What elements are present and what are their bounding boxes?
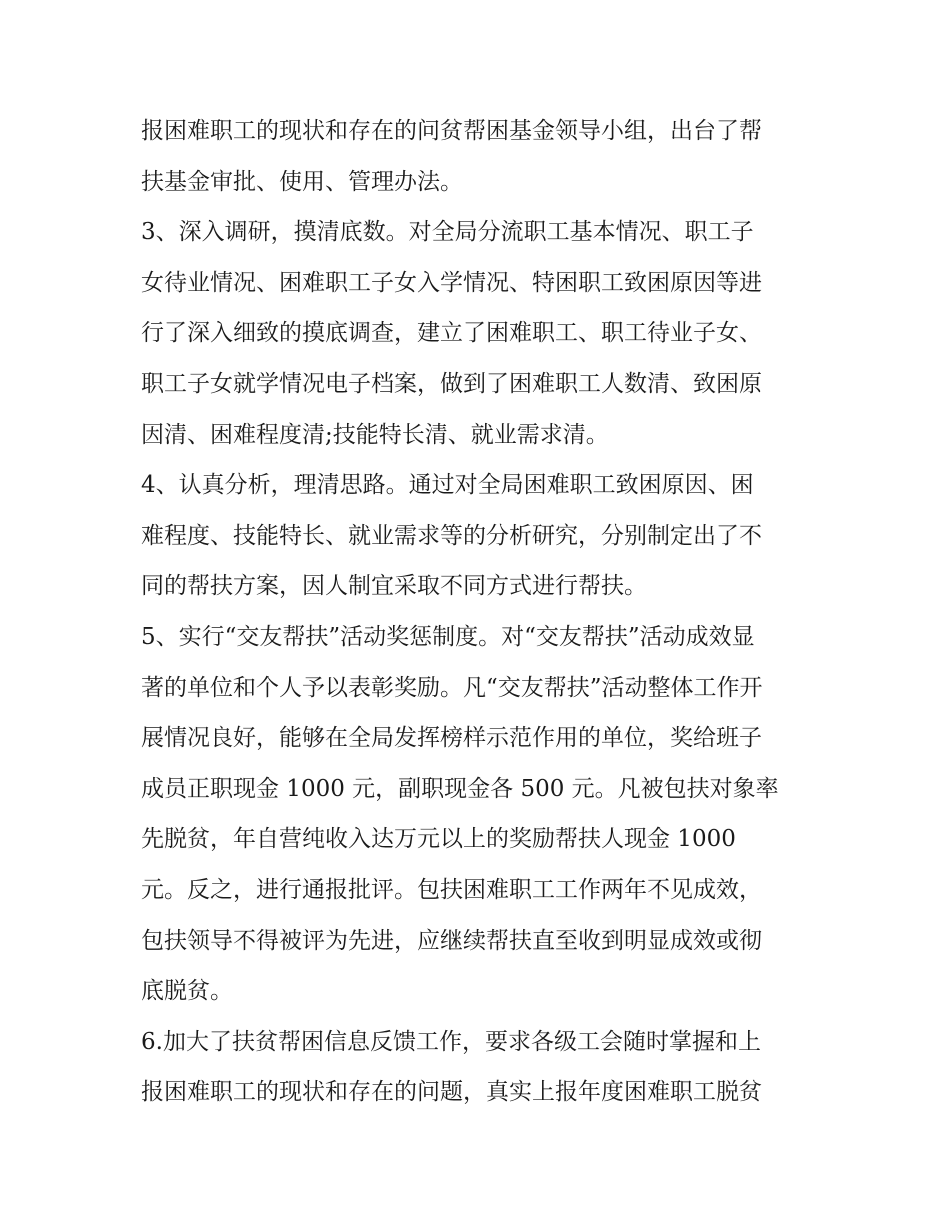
text-line: 报困难职工的现状和存在的问贫帮困基金领导小组，出台了帮 xyxy=(141,118,762,144)
text-line: 先脱贫，年自营纯收入达万元以上的奖励帮扶人现金 1000 xyxy=(141,826,736,853)
text-line: 元。反之，进行通报批评。包扶困难职工工作两年不见成效， xyxy=(141,876,762,903)
text-line: 职工子女就学情况电子档案，做到了困难职工人数清、致困原 xyxy=(141,370,762,397)
text-line: 因清、困难程度清;技能特长清、就业需求清。 xyxy=(141,421,609,448)
text-line: 著的单位和个人予以表彰奖励。凡“交友帮扶”活动整体工作开 xyxy=(141,674,763,701)
text-line: 展情况良好，能够在全局发挥榜样示范作用的单位，奖给班子 xyxy=(141,725,762,752)
text-line: 成员正职现金 1000 元，副职现金各 500 元。凡被包扶对象率 xyxy=(141,775,779,802)
text-line: 行了深入细致的摸底调查，建立了困难职工、职工待业子女、 xyxy=(141,320,762,347)
text-line: 同的帮扶方案，因人制宜采取不同方式进行帮扶。 xyxy=(141,573,647,600)
text-line: 女待业情况、困难职工子女入学情况、特困职工致困原因等进 xyxy=(141,269,762,296)
document-body xyxy=(141,106,813,1118)
text-line: 6.加大了扶贫帮困信息反馈工作，要求各级工会随时掌握和上 xyxy=(141,1028,761,1055)
text-line: 5、实行“交友帮扶”活动奖惩制度。对“交友帮扶”活动成效显 xyxy=(141,623,755,650)
text-line: 底脱贫。 xyxy=(141,978,233,1005)
text-line: 4、认真分析，理清思路。通过对全局困难职工致困原因、困 xyxy=(141,472,754,499)
text-line: 扶基金审批、使用、管理办法。 xyxy=(141,168,463,195)
text-line: 难程度、技能特长、就业需求等的分析研究，分别制定出了不 xyxy=(141,522,762,549)
text-line: 包扶领导不得被评为先进，应继续帮扶直至收到明显成效或彻 xyxy=(141,927,762,954)
text-line: 报困难职工的现状和存在的问题，真实上报年度困难职工脱贫 xyxy=(141,1079,762,1106)
text-line: 3、深入调研，摸清底数。对全局分流职工基本情况、职工子 xyxy=(141,219,754,246)
